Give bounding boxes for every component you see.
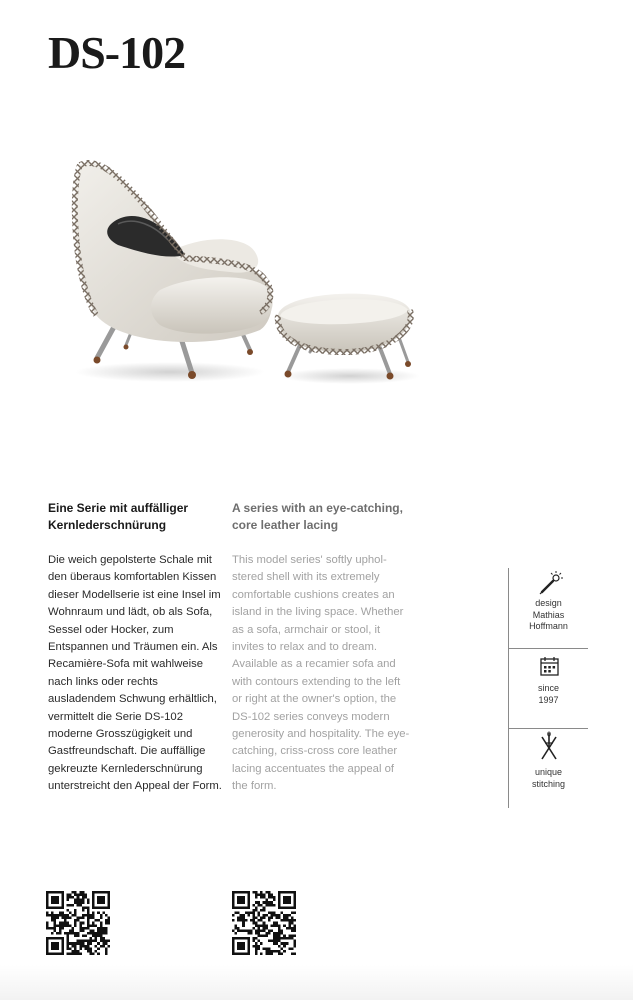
ottoman-shadow [280, 368, 420, 384]
feature-list [508, 568, 588, 808]
german-heading: Eine Serie mit auffälliger Kernlederschnürung [48, 501, 189, 532]
feature-since-line1: since [537, 683, 559, 693]
feature-stitching-line2: stitching [531, 778, 566, 789]
english-body: This model series' softly upholstered shell with its extremely comfortable cushions creates an island in the living space. Whether as a sofa, armchair or stool, it invites to relax and to dream. Available as a recamier sofa and with contours extending to the left or right at the owner's option, the DS-102 series conveys modern generosity and hospitality. The eye-catching, criss-cross core leather lacing accentuates the appeal of the form. [232, 554, 410, 793]
stitching-icon [534, 729, 564, 767]
english-heading: A series with an eye-catching, core leather lacing [232, 501, 403, 532]
page-bottom-band [0, 965, 633, 1000]
feature-design-line3: Hoffmann [529, 621, 568, 631]
feature-since [509, 648, 588, 728]
feature-design-line1: design [535, 598, 562, 608]
feature-stitching-line1: unique [534, 767, 563, 777]
page-title: DS-102 [48, 27, 186, 78]
design-pen-icon [534, 568, 564, 598]
qr-code-english[interactable] [232, 891, 296, 955]
ottoman [278, 294, 411, 380]
german-text-column [48, 500, 226, 796]
feature-design-line2: Mathias [532, 609, 565, 620]
feature-since-line2: 1997 [538, 694, 559, 705]
german-body: Die weich gepolsterte Schale mit den überaus komfortablen Kissen dieser Modellserie ist eine Insel im Wohnraum und lädt, ob als Sofa, Sessel oder Hocker, zum Entspannen und Träumen ein. Als Recamière-Sofa mit wahlweise nach links oder rechts ausladendem Schwung erhältlich, vermittelt die Serie DS-102 moderne Grosszügigkeit und Gastfreundschaft. Die auffällige gekreuzte Kernlederschnürung unterstreicht den Appeal der Form. [48, 554, 222, 793]
armchair [75, 163, 273, 342]
calendar-icon [534, 649, 564, 683]
feature-stitching [509, 728, 588, 808]
english-text-column [232, 500, 410, 796]
feature-design [509, 568, 588, 648]
product-image [60, 140, 440, 390]
qr-code-german[interactable] [46, 891, 110, 955]
